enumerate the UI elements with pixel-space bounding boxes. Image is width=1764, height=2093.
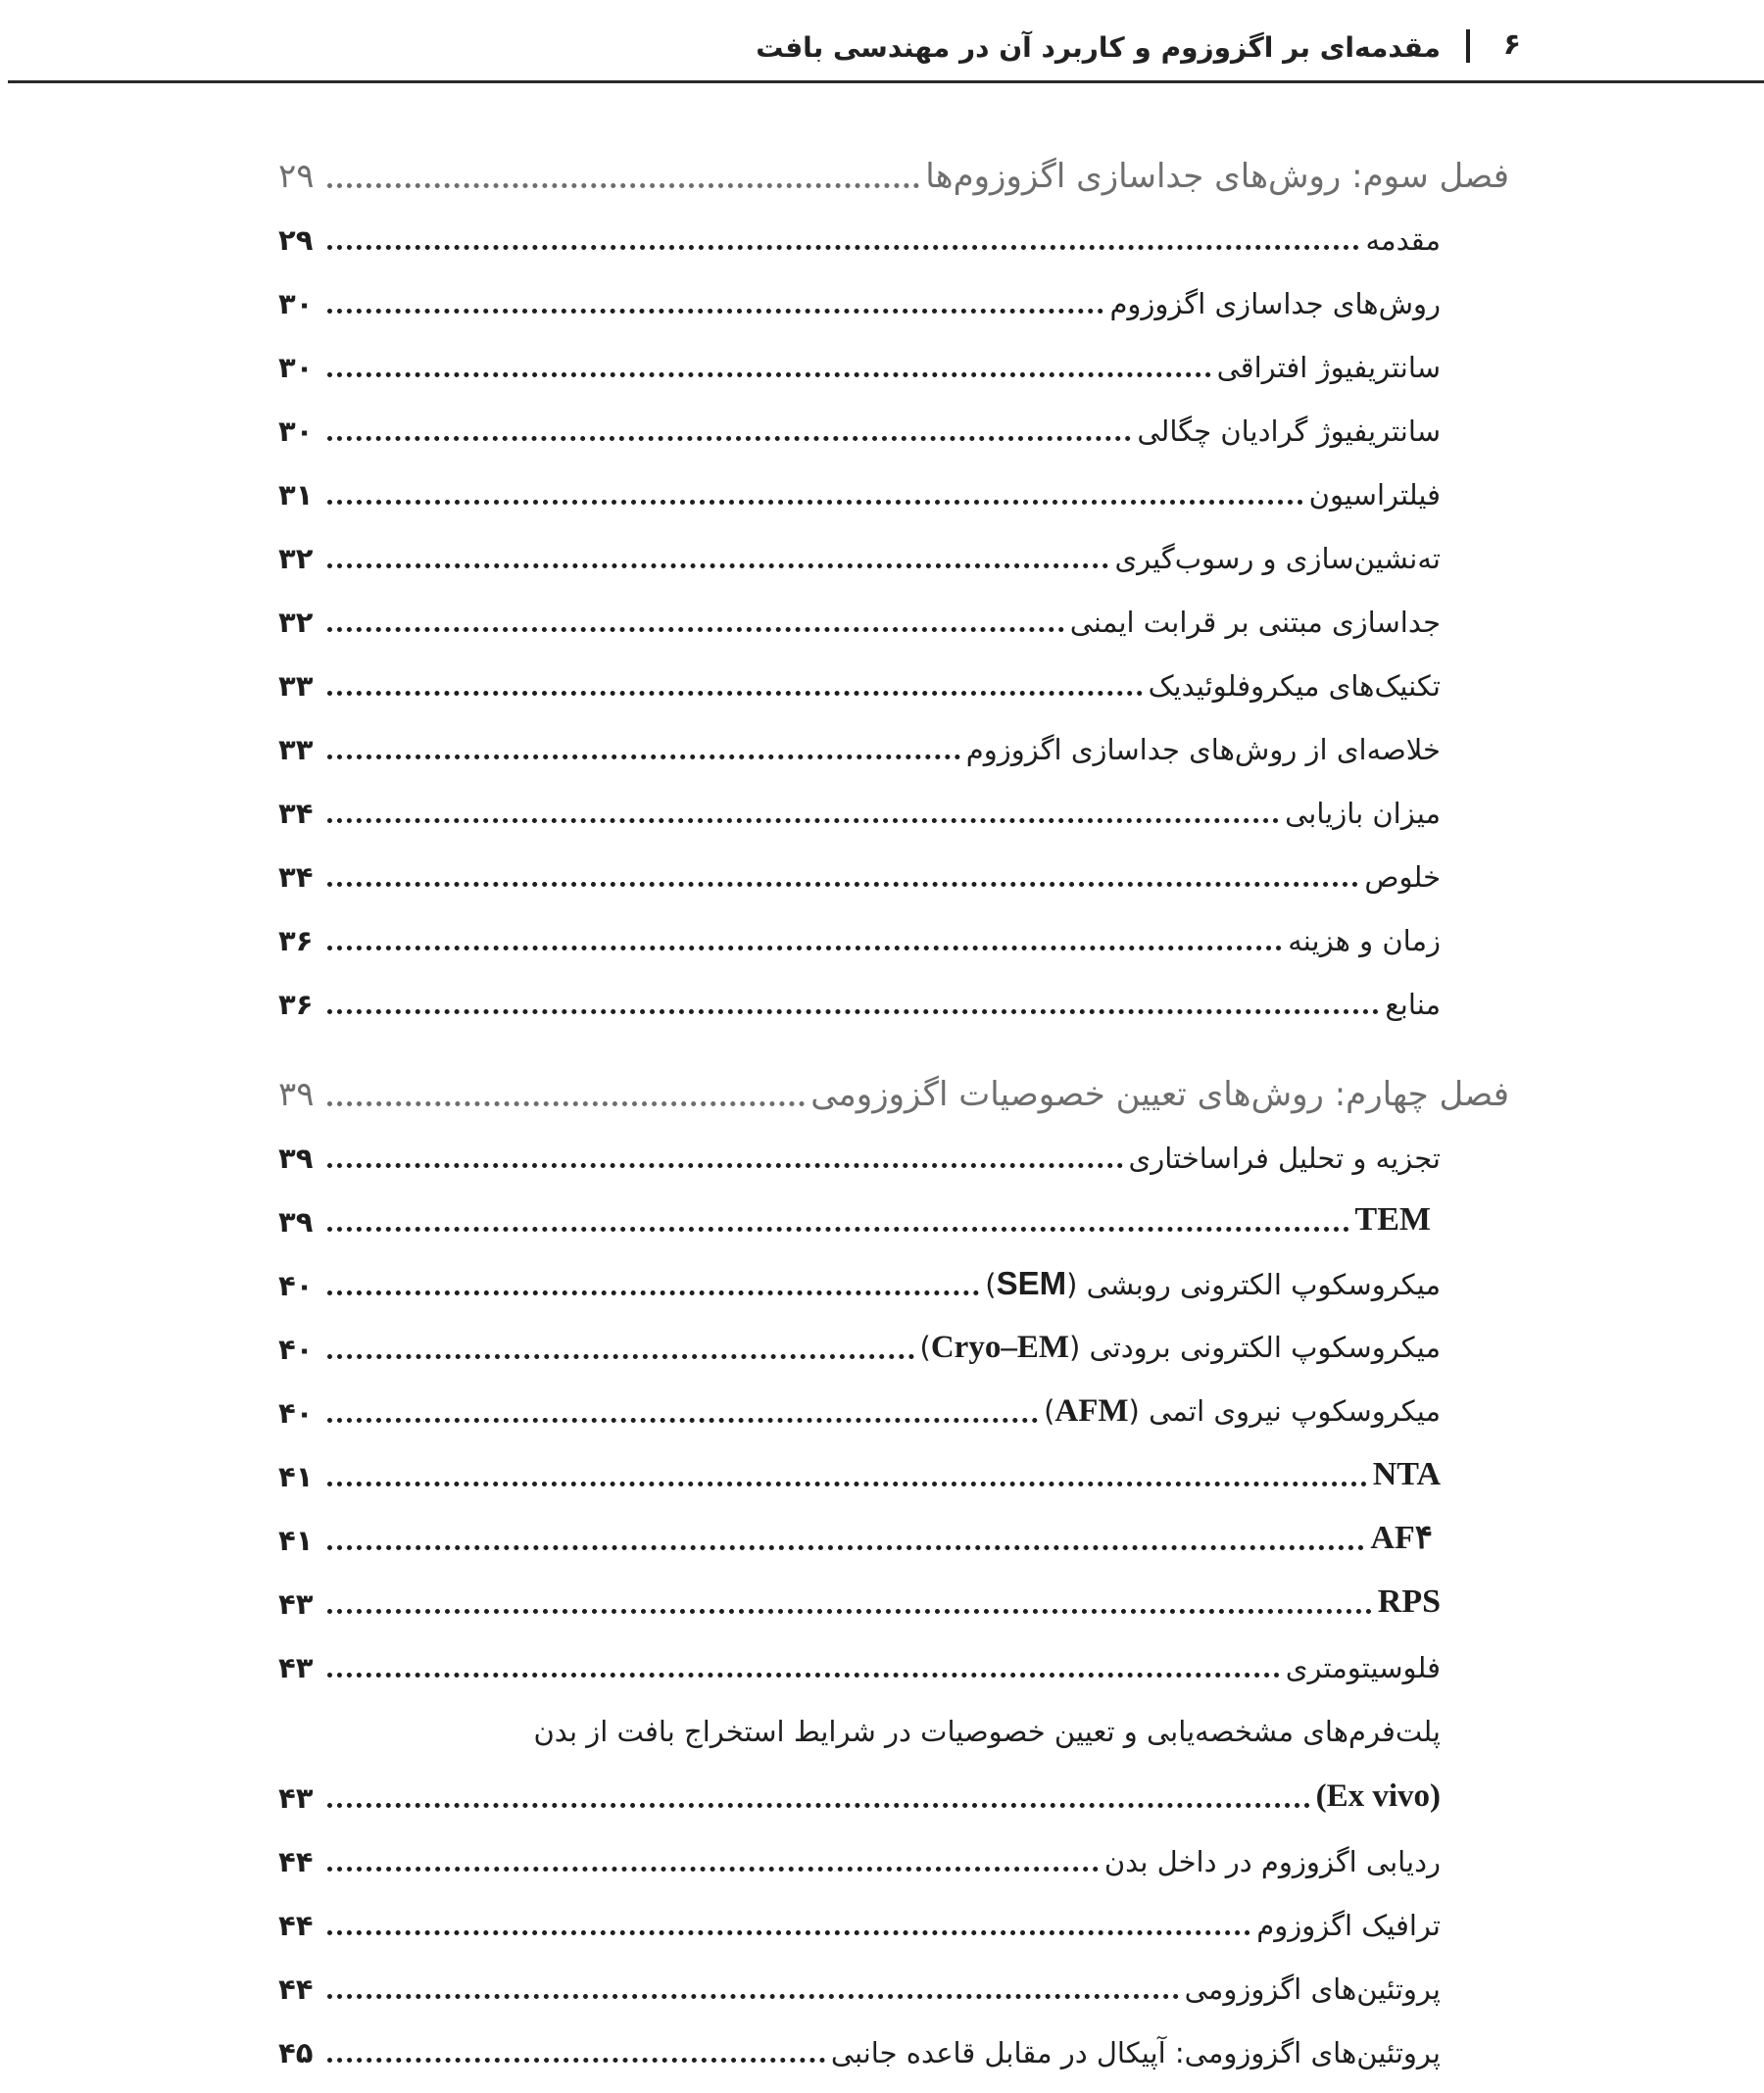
- dot-leader: [327, 1994, 1179, 1999]
- toc-entry[interactable]: [278, 1188, 1441, 1241]
- dot-leader: [327, 818, 1279, 823]
- entry-page: ۴۰: [278, 1333, 314, 1366]
- header-rule: [8, 80, 1764, 83]
- entry-title: جداسازی مبتنی بر قرابت ایمنی: [1069, 606, 1441, 639]
- toc-entry[interactable]: [278, 1251, 1441, 1304]
- entry-title: تکنیک‌های میکروفلوئیدیک: [1148, 669, 1441, 703]
- toc-chapter-4[interactable]: [278, 1063, 1509, 1116]
- entry-title: میزان بازیابی: [1285, 797, 1441, 830]
- entry-title-end: ): [985, 1268, 997, 1301]
- entry-title-fa: میکروسکوپ الکترونی روبشی (: [1066, 1268, 1441, 1301]
- entry-title: پروتئین‌های اگزوزومی: آپیکال در مقابل قاعده جانبی: [830, 2036, 1441, 2069]
- dot-leader: [327, 691, 1143, 696]
- entry-page: ۳۹: [278, 1142, 314, 1175]
- dot-leader: [327, 563, 1108, 568]
- entry-title-end: ): [1044, 1394, 1055, 1428]
- entry-title: منابع: [1385, 988, 1441, 1021]
- dot-leader: [327, 1009, 1379, 1014]
- entry-page: ۳۰: [278, 287, 314, 320]
- entry-page: ۴۱: [278, 1524, 314, 1557]
- chapter-title: فصل سوم: روش‌های جداسازی اگزوزوم‌ها: [925, 157, 1509, 196]
- entry-page: ۳۲: [278, 542, 314, 575]
- chapter-title: فصل چهارم: روش‌های تعیین خصوصیات اگزوزومی: [810, 1075, 1509, 1114]
- entry-page: ۳۰: [278, 414, 314, 448]
- dot-leader: [327, 882, 1358, 887]
- dot-leader: [327, 1930, 1250, 1935]
- toc-entry[interactable]: [278, 2019, 1441, 2071]
- entry-title: ته‌نشین‌سازی و رسوب‌گیری: [1114, 542, 1441, 575]
- dot-leader: [327, 1290, 979, 1295]
- dot-leader: [327, 1609, 1372, 1614]
- toc-entry[interactable]: [278, 1379, 1441, 1432]
- entry-page: ۴۰: [278, 1396, 314, 1430]
- toc-entry-line-1[interactable]: [278, 1697, 1441, 1750]
- toc-entry[interactable]: [278, 333, 1441, 386]
- entry-title: ردیابی اگزوزوم در داخل بدن: [1103, 1845, 1441, 1878]
- dot-leader: [327, 754, 960, 759]
- dot-leader: [327, 1418, 1038, 1423]
- toc-entry[interactable]: [278, 1570, 1441, 1623]
- entry-title: (Ex vivo): [1315, 1778, 1441, 1814]
- dot-leader: [327, 627, 1064, 632]
- entry-page: ۴۵: [278, 2036, 314, 2069]
- entry-page: ۴۴: [278, 1972, 314, 2006]
- entry-title: پروتئین‌های اگزوزومی: [1184, 1972, 1441, 2006]
- book-title: مقدمه‌ای بر اگزوزوم و کاربرد آن در مهندسی بافت: [756, 31, 1441, 64]
- toc-entry[interactable]: [278, 779, 1441, 832]
- toc-chapter-3[interactable]: [278, 145, 1509, 198]
- toc-entry[interactable]: [278, 397, 1441, 450]
- entry-page: ۴۴: [278, 1845, 314, 1878]
- chapter-page: ۳۹: [278, 1075, 315, 1114]
- dot-leader: [327, 245, 1359, 250]
- entry-title: سانتریفیوژ افتراقی: [1216, 351, 1441, 384]
- entry-title: مقدمه: [1365, 223, 1441, 257]
- entry-title: تجزیه و تحلیل فراساختاری: [1128, 1142, 1441, 1175]
- entry-title-abbr: AFM: [1054, 1393, 1129, 1429]
- entry-title: خلوص: [1364, 860, 1441, 894]
- dot-leader: [327, 500, 1303, 505]
- entry-page: ۳۴: [278, 797, 314, 830]
- dot-leader: [327, 1673, 1280, 1678]
- toc-entry[interactable]: [278, 970, 1441, 1023]
- dot-leader: [327, 309, 1103, 314]
- toc-entry[interactable]: [278, 524, 1441, 577]
- toc-entry[interactable]: [278, 1442, 1441, 1495]
- toc-entry-line-2[interactable]: [278, 1764, 1441, 1817]
- entry-title-abbr: Cryo–EM: [930, 1330, 1069, 1365]
- entry-title: روش‌های جداسازی اگزوزوم: [1109, 287, 1441, 320]
- entry-page: ۳۴: [278, 860, 314, 894]
- entry-title-abbr: SEM: [996, 1265, 1067, 1301]
- entry-page: ۳۳: [278, 669, 314, 703]
- toc-entry[interactable]: [278, 461, 1441, 513]
- toc-entry[interactable]: [278, 1891, 1441, 1944]
- page-number: ۶: [1502, 27, 1521, 62]
- entry-title: پلت‌فرم‌های مشخصه‌یابی و تعیین خصوصیات در شرایط استخراج بافت از بدن: [533, 1715, 1441, 1748]
- dot-leader: [327, 1867, 1099, 1872]
- entry-title: NTA: [1372, 1456, 1441, 1492]
- dot-leader: [327, 1803, 1310, 1808]
- dot-leader: [327, 1101, 805, 1106]
- entry-title: AF۴: [1370, 1520, 1433, 1556]
- entry-title: خلاصه‌ای از روش‌های جداسازی اگزوزوم: [965, 733, 1441, 766]
- entry-title: TEM: [1354, 1201, 1431, 1238]
- entry-page: ۲۹: [278, 223, 314, 257]
- dot-leader: [327, 436, 1131, 441]
- entry-page: ۴۱: [278, 1460, 314, 1493]
- entry-title: RPS: [1377, 1583, 1441, 1620]
- entry-title: ترافیک اگزوزوم: [1256, 1909, 1441, 1942]
- toc-entry[interactable]: [278, 1315, 1441, 1368]
- running-header: [0, 27, 1764, 82]
- dot-leader: [327, 1163, 1123, 1168]
- entry-title-end: ): [919, 1331, 931, 1364]
- entry-title: سانتریفیوژ گرادیان چگالی: [1137, 414, 1441, 448]
- entry-title: [985, 1265, 1441, 1304]
- entry-page: ۳۱: [278, 478, 314, 511]
- toc-entry[interactable]: [278, 1124, 1441, 1177]
- entry-title: فیلتراسیون: [1308, 478, 1441, 511]
- dot-leader: [327, 1227, 1349, 1232]
- header-separator: [1466, 29, 1470, 63]
- entry-page: ۴۳: [278, 1587, 314, 1621]
- toc-entry[interactable]: [278, 269, 1441, 322]
- entry-page: ۴۴: [278, 1909, 314, 1942]
- entry-page: ۳۰: [278, 351, 314, 384]
- entry-page: ۳۲: [278, 606, 314, 639]
- entry-title-fa: میکروسکوپ نیروی اتمی (: [1128, 1394, 1441, 1428]
- toc-entry[interactable]: [278, 906, 1441, 959]
- toc-entry[interactable]: [278, 652, 1441, 705]
- dot-leader: [327, 372, 1211, 377]
- entry-title: فلوسیتومتری: [1285, 1651, 1441, 1684]
- toc-entry[interactable]: [278, 1633, 1441, 1686]
- entry-page: ۴۳: [278, 1781, 314, 1815]
- entry-title-fa: میکروسکوپ الکترونی برودتی (: [1068, 1331, 1441, 1364]
- entry-title: [920, 1330, 1441, 1368]
- toc-entry[interactable]: [278, 715, 1441, 768]
- toc-entry[interactable]: [278, 1506, 1441, 1559]
- toc-entry[interactable]: [278, 206, 1441, 259]
- dot-leader: [327, 183, 919, 188]
- dot-leader: [327, 2058, 825, 2063]
- entry-page: ۳۳: [278, 733, 314, 766]
- dot-leader: [327, 1354, 914, 1359]
- toc-entry[interactable]: [278, 843, 1441, 896]
- dot-leader: [327, 946, 1282, 950]
- toc-entry[interactable]: [278, 1827, 1441, 1880]
- entry-page: ۳۶: [278, 988, 314, 1021]
- entry-page: ۳۹: [278, 1205, 314, 1239]
- toc-entry[interactable]: [278, 1955, 1441, 2008]
- entry-title: زمان و هزینه: [1288, 924, 1441, 957]
- toc-entry[interactable]: [278, 588, 1441, 641]
- entry-page: ۳۶: [278, 924, 314, 957]
- entry-page: ۴۰: [278, 1269, 314, 1302]
- dot-leader: [327, 1482, 1367, 1486]
- dot-leader: [327, 1545, 1364, 1550]
- entry-page: ۴۳: [278, 1651, 314, 1684]
- chapter-page: ۲۹: [278, 157, 315, 196]
- entry-title: [1044, 1393, 1441, 1432]
